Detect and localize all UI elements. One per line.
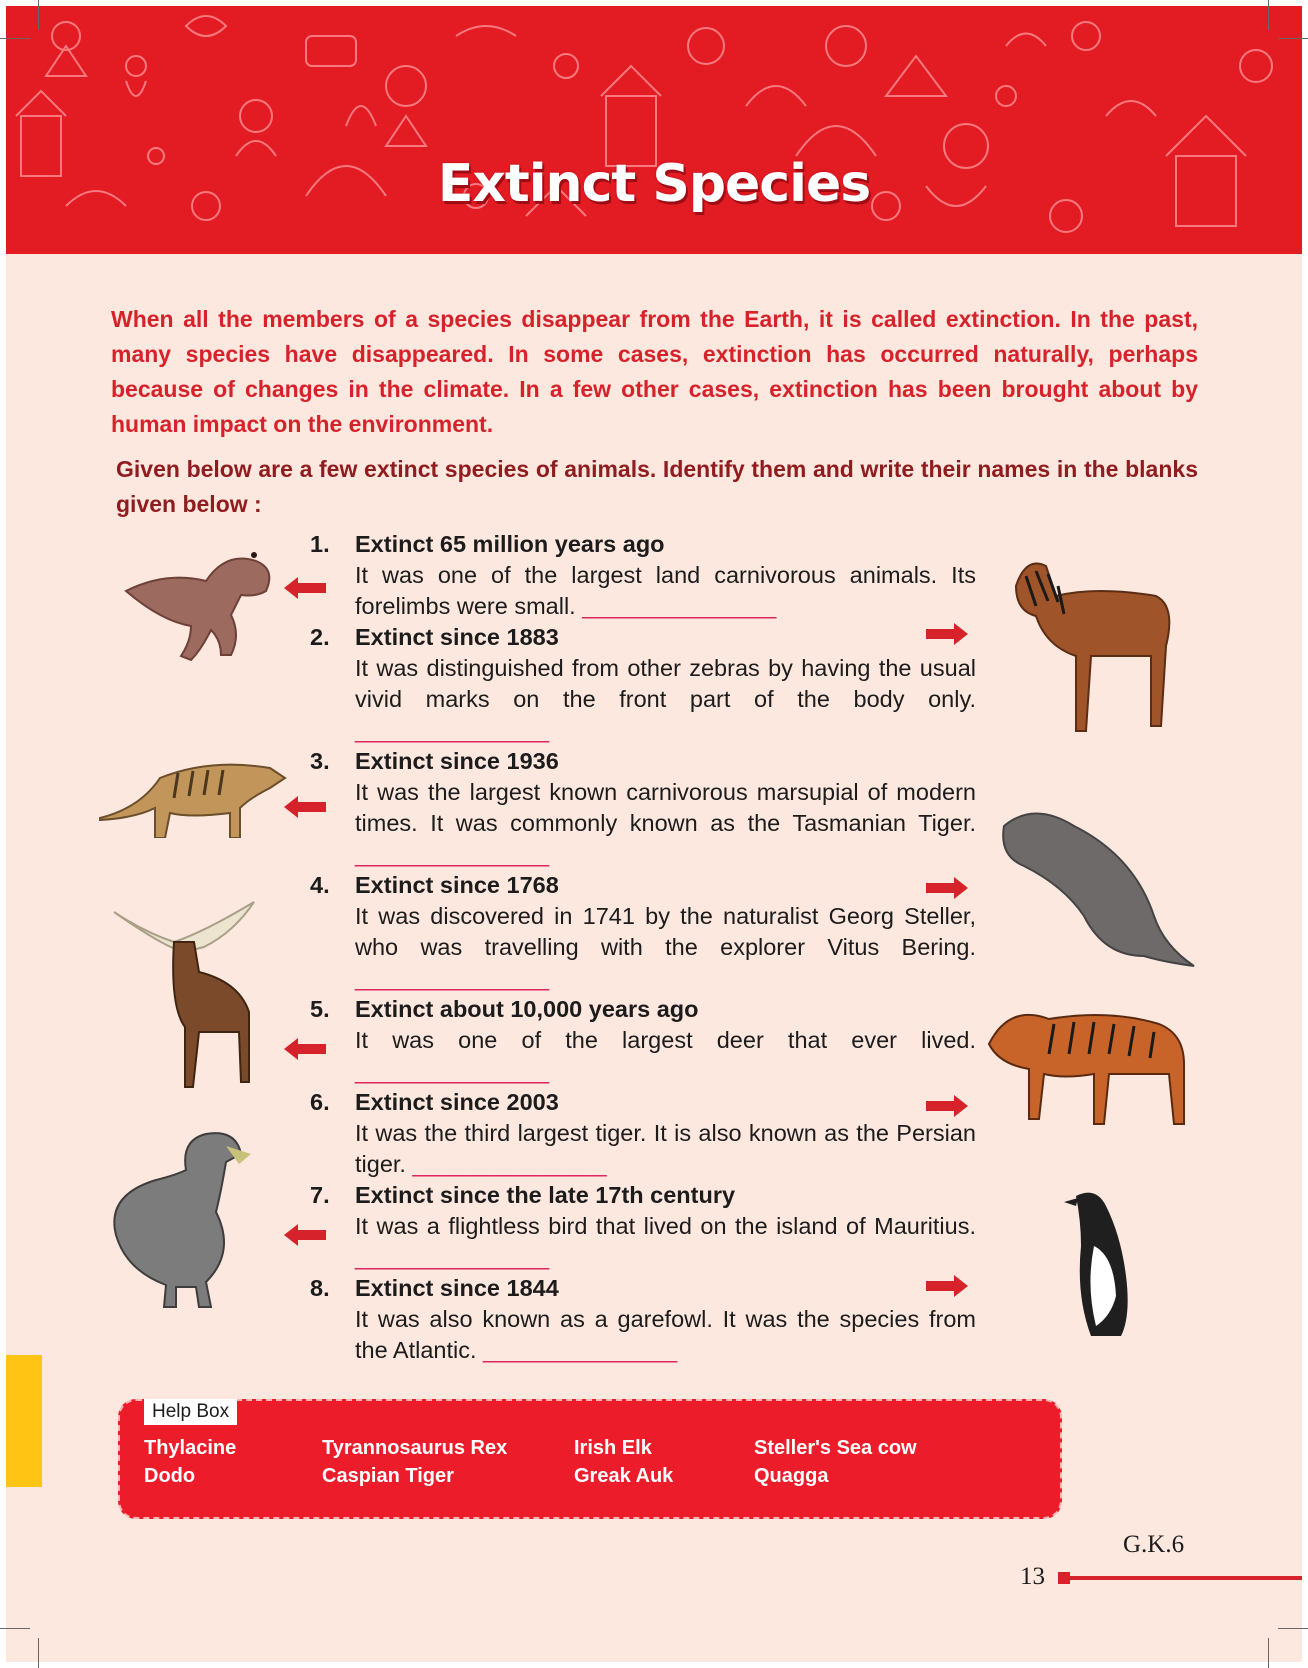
- crop-mark: [1268, 0, 1269, 30]
- list-item: [310, 622, 976, 746]
- item-heading: Extinct since 1768: [355, 872, 559, 898]
- book-series-label: G.K.6: [1123, 1531, 1185, 1558]
- help-word: Irish Elk: [574, 1437, 652, 1459]
- crop-mark: [0, 38, 30, 39]
- help-word: Caspian Tiger: [322, 1465, 454, 1487]
- item-heading: Extinct 65 million years ago: [355, 531, 665, 557]
- answer-blank[interactable]: ________________: [355, 717, 549, 743]
- doodle-pattern: [6, 6, 1302, 254]
- item-description: It was discovered in 1741 by the naturalist Georg Steller, who was travelling with the explorer Vitus Bering.: [355, 903, 976, 960]
- arrow-left-icon: [284, 1036, 328, 1062]
- answer-blank[interactable]: ________________: [355, 1244, 549, 1270]
- crop-mark: [38, 1638, 39, 1668]
- item-number: 2.: [310, 624, 330, 650]
- edge-tab: [6, 1355, 42, 1487]
- answer-blank[interactable]: ________________: [412, 1151, 606, 1177]
- quagga-illustration: [996, 546, 1186, 736]
- arrow-right-icon: [926, 621, 970, 647]
- header-banner: [6, 6, 1302, 254]
- crop-mark: [1278, 38, 1308, 39]
- answer-blank[interactable]: ________________: [355, 841, 549, 867]
- help-word: Greak Auk: [574, 1465, 674, 1487]
- help-word: Tyrannosaurus Rex: [322, 1437, 508, 1459]
- item-heading: Extinct since 1844: [355, 1275, 559, 1301]
- help-word: Thylacine: [144, 1437, 237, 1459]
- item-heading: Extinct since the late 17th century: [355, 1182, 736, 1208]
- irish-elk-illustration: [104, 892, 264, 1092]
- thylacine-illustration: [98, 738, 288, 838]
- worksheet-page: [6, 6, 1302, 1662]
- footer-marker: [1058, 1572, 1070, 1584]
- item-heading: Extinct since 2003: [355, 1089, 559, 1115]
- item-number: 5.: [310, 996, 330, 1022]
- question-list: [310, 529, 976, 1366]
- list-item: [310, 1180, 976, 1273]
- crop-mark: [38, 0, 39, 30]
- help-word: Steller's Sea cow: [754, 1437, 917, 1459]
- item-number: 7.: [310, 1182, 330, 1208]
- help-box: [118, 1399, 1062, 1519]
- help-box-label: Help Box: [144, 1399, 237, 1425]
- great-auk-illustration: [1056, 1186, 1146, 1346]
- caspian-tiger-illustration: [984, 1004, 1194, 1134]
- list-item: [310, 1273, 976, 1366]
- list-item: [310, 746, 976, 870]
- item-number: 8.: [310, 1275, 330, 1301]
- answer-blank[interactable]: ________________: [355, 1058, 549, 1084]
- answer-blank[interactable]: ________________: [355, 965, 549, 991]
- arrow-right-icon: [926, 1273, 970, 1299]
- list-item: [310, 870, 976, 994]
- list-item: [310, 529, 976, 622]
- list-item: [310, 994, 976, 1087]
- item-description: It was one of the largest deer that ever lived.: [355, 1027, 976, 1053]
- item-description: It was the largest known carnivorous marsupial of modern times. It was commonly known as the Tasmanian Tiger.: [355, 779, 976, 836]
- footer-rule: [1058, 1576, 1302, 1580]
- arrow-right-icon: [926, 875, 970, 901]
- answer-blank[interactable]: ________________: [582, 593, 776, 619]
- item-number: 4.: [310, 872, 330, 898]
- item-number: 1.: [310, 531, 330, 557]
- item-heading: Extinct since 1883: [355, 624, 559, 650]
- crop-mark: [0, 1628, 30, 1629]
- help-word: Quagga: [754, 1465, 829, 1487]
- arrow-left-icon: [284, 794, 328, 820]
- item-number: 3.: [310, 748, 330, 774]
- intro-paragraph: When all the members of a species disappear from the Earth, it is called extinction. In the past, many species have disappeared. In some cases, extinction has occurred naturally, perhaps because of changes in the climate. In a few other cases, extinction has been brought about by human impact on the environment.: [111, 306, 1198, 437]
- instruction-paragraph: Given below are a few extinct species of animals. Identify them and write their names in the blanks given below :: [116, 456, 1198, 517]
- crop-mark: [1278, 1628, 1308, 1629]
- answer-blank[interactable]: ________________: [483, 1337, 677, 1363]
- page-title: Extinct Species: [437, 154, 871, 214]
- item-description: It was the third largest tiger. It is also known as the Persian tiger.: [355, 1120, 976, 1177]
- item-description: It was one of the largest land carnivorous animals. Its forelimbs were small.: [355, 562, 976, 619]
- dodo-illustration: [106, 1124, 256, 1314]
- item-heading: Extinct since 1936: [355, 748, 559, 774]
- item-heading: Extinct about 10,000 years ago: [355, 996, 699, 1022]
- stellers-sea-cow-illustration: [996, 806, 1196, 976]
- item-description: It was a flightless bird that lived on the island of Mauritius.: [355, 1213, 976, 1239]
- arrow-right-icon: [926, 1093, 970, 1119]
- item-number: 6.: [310, 1089, 330, 1115]
- t-rex-illustration: [116, 531, 286, 671]
- arrow-left-icon: [284, 1222, 328, 1248]
- help-word: Dodo: [144, 1465, 196, 1487]
- page-number: 13: [1020, 1563, 1045, 1590]
- arrow-left-icon: [284, 575, 328, 601]
- crop-mark: [1268, 1638, 1269, 1668]
- item-description: It was also known as a garefowl. It was the species from the Atlantic.: [355, 1306, 976, 1363]
- item-description: It was distinguished from other zebras by having the usual vivid marks on the front part of the body only.: [355, 655, 976, 712]
- list-item: [310, 1087, 976, 1180]
